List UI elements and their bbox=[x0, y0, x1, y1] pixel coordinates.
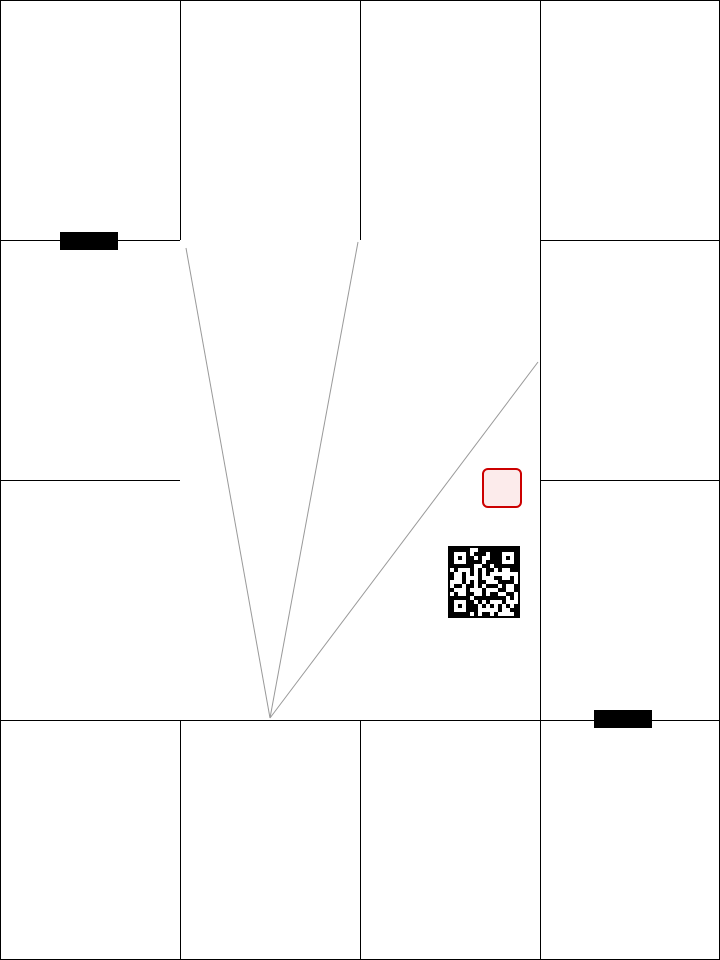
qr-pattern bbox=[450, 548, 518, 616]
palace-hoi bbox=[540, 720, 720, 960]
palace-header bbox=[366, 727, 536, 741]
palace-header bbox=[186, 727, 356, 741]
palace-mui bbox=[360, 0, 541, 241]
palace-header bbox=[366, 7, 536, 21]
palace-ngo bbox=[180, 0, 361, 241]
palace-header bbox=[6, 7, 176, 21]
triet-tag bbox=[60, 232, 118, 250]
seal-stamp bbox=[482, 468, 522, 508]
palace-header bbox=[546, 7, 715, 21]
palace-footer bbox=[546, 939, 715, 953]
palace-thin bbox=[0, 240, 181, 481]
palace-footer bbox=[546, 220, 715, 234]
palace-header bbox=[6, 487, 176, 501]
palace-footer bbox=[186, 939, 356, 953]
palace-tuat bbox=[540, 480, 720, 721]
palace-suu bbox=[180, 720, 361, 960]
center-info-panel bbox=[180, 240, 540, 720]
tuan-tag bbox=[594, 710, 652, 728]
palace-footer bbox=[186, 220, 356, 234]
palace-header bbox=[546, 727, 715, 741]
qr-code bbox=[448, 546, 520, 618]
palace-dau bbox=[540, 240, 720, 481]
palace-dan bbox=[0, 720, 181, 960]
palace-footer bbox=[366, 939, 536, 953]
palace-footer bbox=[6, 700, 176, 714]
palace-footer bbox=[366, 220, 536, 234]
palace-ti bbox=[0, 0, 181, 241]
palace-mao bbox=[0, 480, 181, 721]
palace-footer bbox=[6, 460, 176, 474]
palace-ty bbox=[360, 720, 541, 960]
palace-header bbox=[546, 247, 715, 261]
palace-header bbox=[546, 487, 715, 501]
palace-footer bbox=[546, 460, 715, 474]
palace-header bbox=[6, 727, 176, 741]
palace-footer bbox=[6, 939, 176, 953]
palace-than bbox=[540, 0, 720, 241]
palace-header bbox=[186, 7, 356, 21]
